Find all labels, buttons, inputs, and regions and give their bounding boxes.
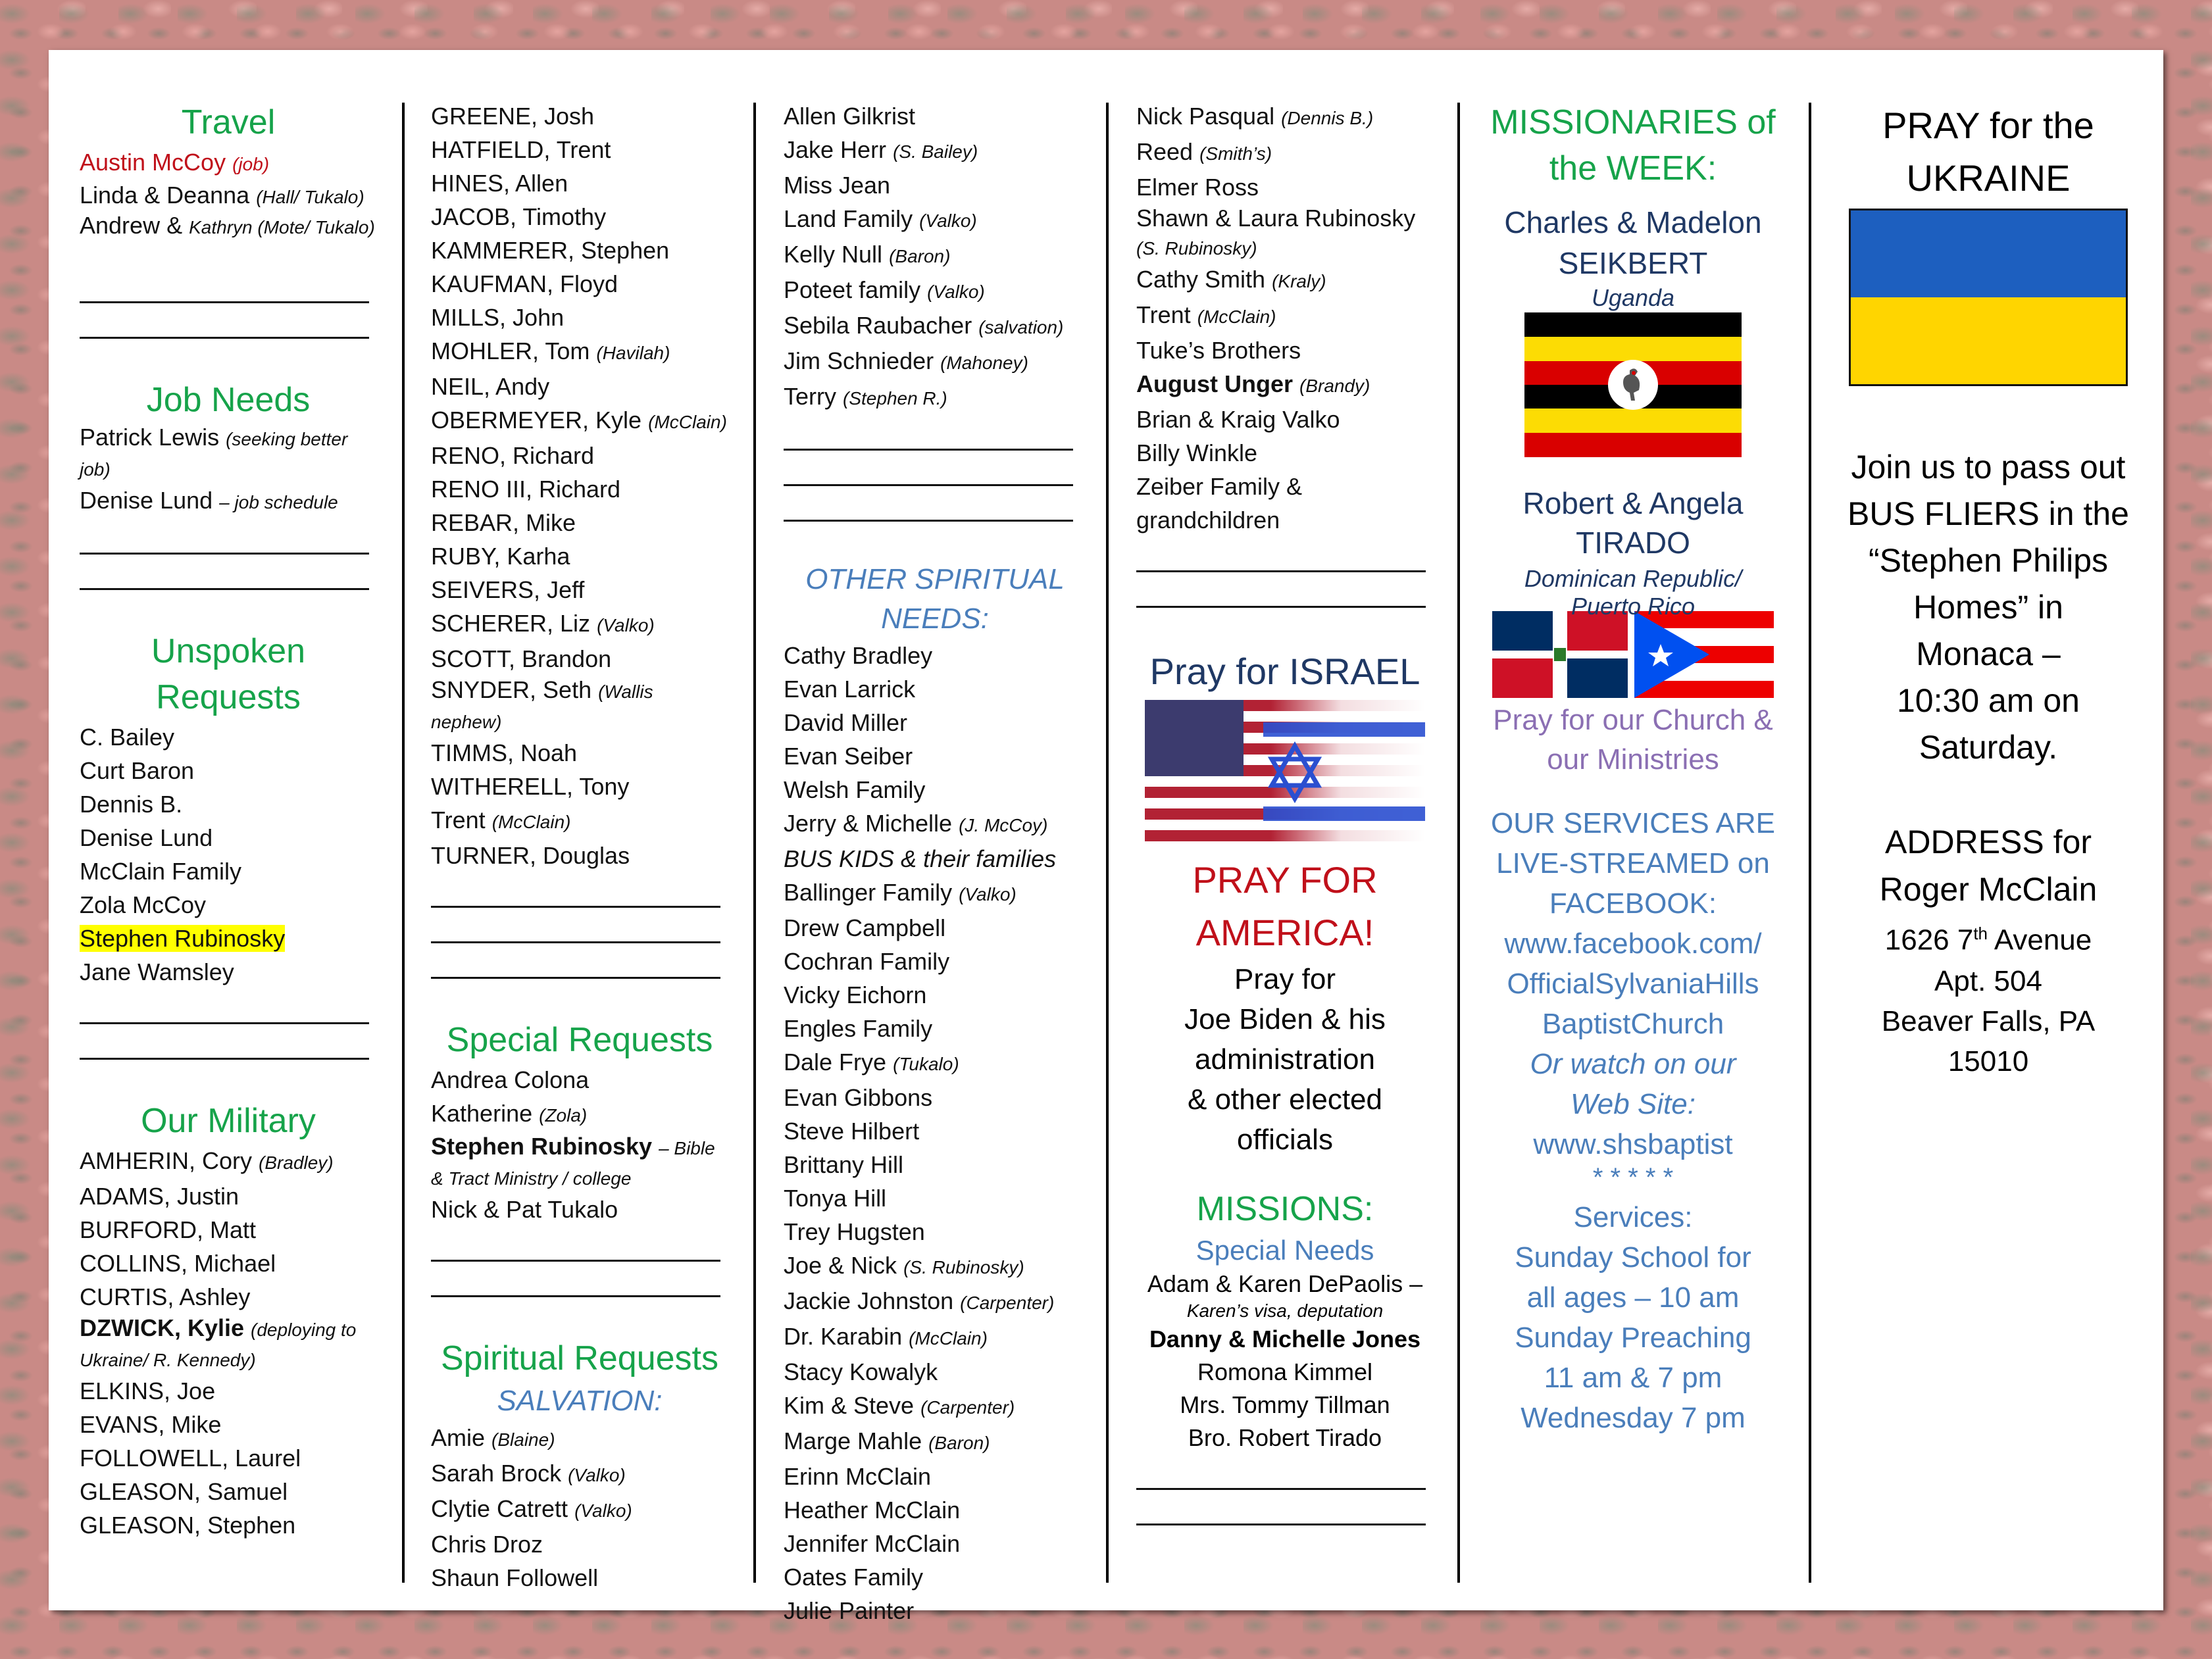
services-line: Sunday Preaching bbox=[1515, 1322, 1751, 1354]
facebook-link[interactable]: OfficialSylvaniaHills bbox=[1507, 968, 1759, 1000]
other-need-item: Ballinger Family (Valko) bbox=[784, 879, 1017, 906]
military-item: RENO III, Richard bbox=[431, 476, 621, 503]
unspoken-item: Denise Lund bbox=[80, 824, 213, 851]
missionary-place: Uganda bbox=[1591, 284, 1675, 311]
missionary-name: SEIKBERT bbox=[1558, 246, 1708, 280]
column-divider bbox=[753, 103, 756, 1583]
uganda-flag-icon bbox=[1524, 312, 1742, 457]
spiritual-requests-heading: Spiritual Requests bbox=[441, 1339, 718, 1377]
job-need-item: Denise Lund – job schedule bbox=[80, 487, 338, 514]
other-need-item: Tuke’s Brothers bbox=[1136, 337, 1301, 364]
military-item: COLLINS, Michael bbox=[80, 1250, 276, 1277]
services-line: Wednesday 7 pm bbox=[1521, 1402, 1746, 1434]
salvation-item: Sarah Brock (Valko) bbox=[431, 1460, 626, 1487]
missionary-place: Dominican Republic/ bbox=[1524, 565, 1742, 592]
salvation-item: Allen Gilkrist bbox=[784, 103, 916, 130]
other-need-item: Vicky Eichorn bbox=[784, 981, 927, 1008]
military-item: GLEASON, Samuel bbox=[80, 1478, 288, 1505]
military-item: CURTIS, Ashley bbox=[80, 1283, 251, 1310]
military-item: FOLLOWELL, Laurel bbox=[80, 1445, 301, 1472]
military-item: JACOB, Timothy bbox=[431, 203, 607, 230]
salvation-item: Terry (Stephen R.) bbox=[784, 383, 947, 410]
address-city: Beaver Falls, PA bbox=[1881, 1004, 2096, 1037]
military-item: GREENE, Josh bbox=[431, 103, 595, 130]
blank-line bbox=[784, 486, 1073, 522]
column-3 bbox=[784, 99, 1086, 1627]
special-request-item: Andrea Colona bbox=[431, 1066, 590, 1093]
other-need-item: Julie Painter bbox=[784, 1597, 915, 1624]
facebook-link[interactable]: BaptistChurch bbox=[1542, 1008, 1724, 1040]
other-need-item: Evan Gibbons bbox=[784, 1084, 933, 1111]
address-heading: ADDRESS for bbox=[1885, 824, 2092, 860]
other-need-item: Elmer Ross bbox=[1136, 174, 1259, 201]
travel-item: Linda & Deanna (Hall/ Tukalo) bbox=[80, 182, 364, 209]
missions-item: Bro. Robert Tirado bbox=[1188, 1424, 1382, 1451]
flyer-line: 10:30 am on bbox=[1897, 682, 2080, 719]
church-prayer-line: Pray for our Church & bbox=[1493, 704, 1773, 736]
address-zip: 15010 bbox=[1948, 1045, 2029, 1077]
salvation-item: Chris Droz bbox=[431, 1531, 543, 1558]
church-prayer-line: our Ministries bbox=[1547, 743, 1719, 776]
america-line: Pray for bbox=[1234, 963, 1336, 995]
unspoken-heading: Unspoken bbox=[151, 632, 306, 670]
israel-usa-flag-icon bbox=[1145, 700, 1425, 842]
other-need-item: Tonya Hill bbox=[784, 1185, 887, 1212]
missions-heading: MISSIONS: bbox=[1196, 1190, 1374, 1228]
other-need-item: Shawn & Laura Rubinosky (S. Rubinosky) bbox=[1136, 205, 1416, 259]
dominican-puerto-rico-flag-icon bbox=[1492, 611, 1774, 698]
blank-line bbox=[431, 872, 720, 908]
unspoken-item: Zola McCoy bbox=[80, 891, 207, 918]
military-item: MILLS, John bbox=[431, 304, 565, 331]
special-request-item: Katherine (Zola) bbox=[431, 1100, 588, 1127]
other-need-item: Kim & Steve (Carpenter) bbox=[784, 1392, 1015, 1419]
america-line: officials bbox=[1237, 1124, 1333, 1156]
military-item: RENO, Richard bbox=[431, 442, 595, 469]
missionaries-heading: the WEEK: bbox=[1549, 149, 1717, 187]
other-need-item: Stacy Kowalyk bbox=[784, 1358, 938, 1385]
other-need-item: August Unger (Brandy) bbox=[1136, 370, 1370, 397]
blank-line bbox=[431, 1262, 720, 1297]
military-item: TIMMS, Noah bbox=[431, 739, 578, 766]
blank-line bbox=[784, 415, 1073, 451]
missionary-name: Charles & Madelon bbox=[1504, 205, 1762, 239]
salvation-subheading: SALVATION: bbox=[497, 1385, 663, 1417]
military-item: BURFORD, Matt bbox=[80, 1216, 257, 1243]
ukraine-heading: PRAY for the bbox=[1882, 105, 2094, 146]
missions-note: Karen’s visa, deputation bbox=[1186, 1300, 1384, 1321]
other-need-item: Heather McClain bbox=[784, 1497, 961, 1523]
other-need-item: Cochran Family bbox=[784, 948, 950, 975]
other-need-item: Nick Pasqual (Dennis B.) bbox=[1136, 103, 1374, 130]
ukraine-heading: UKRAINE bbox=[1906, 157, 2071, 199]
column-divider bbox=[1106, 103, 1109, 1583]
other-need-item: Zeiber Family & bbox=[1136, 473, 1303, 500]
facebook-link[interactable]: www.facebook.com/ bbox=[1504, 928, 1762, 960]
other-need-item: Erinn McClain bbox=[784, 1463, 932, 1490]
blank-line bbox=[80, 1024, 369, 1060]
services-line: all ages – 10 am bbox=[1526, 1281, 1740, 1314]
services-line: FACEBOOK: bbox=[1549, 887, 1717, 920]
military-item: HATFIELD, Trent bbox=[431, 136, 611, 163]
column-divider bbox=[1809, 103, 1811, 1583]
other-need-item: David Miller bbox=[784, 709, 908, 736]
military-item: SCHERER, Liz (Valko) bbox=[431, 610, 655, 637]
america-line: Joe Biden & his bbox=[1184, 1003, 1386, 1035]
salvation-item: Clytie Catrett (Valko) bbox=[431, 1495, 632, 1522]
military-item: GLEASON, Stephen bbox=[80, 1512, 296, 1539]
military-item: Trent (McClain) bbox=[431, 806, 571, 833]
flyer-line: Homes” in bbox=[1913, 589, 2063, 626]
travel-heading: Travel bbox=[181, 103, 276, 141]
salvation-item: Kelly Null (Baron) bbox=[784, 241, 951, 268]
blank-line bbox=[80, 989, 369, 1024]
blank-line bbox=[431, 943, 720, 979]
services-line: Web Site: bbox=[1571, 1088, 1696, 1120]
salvation-item: Sebila Raubacher (salvation) bbox=[784, 312, 1064, 339]
other-need-item: Jennifer McClain bbox=[784, 1530, 961, 1557]
salvation-item: Land Family (Valko) bbox=[784, 205, 977, 232]
other-need-item: Jerry & Michelle (J. McCoy) bbox=[784, 810, 1048, 837]
other-need-item: Cathy Bradley bbox=[784, 642, 933, 669]
flyer-line: Saturday. bbox=[1919, 729, 2058, 766]
other-need-item: Drew Campbell bbox=[784, 914, 946, 941]
services-line: OUR SERVICES ARE bbox=[1491, 807, 1775, 839]
blank-line bbox=[431, 908, 720, 943]
military-item: WITHERELL, Tony bbox=[431, 773, 630, 800]
military-item: ADAMS, Justin bbox=[80, 1183, 239, 1210]
salvation-item: Poteet family (Valko) bbox=[784, 276, 985, 303]
flyer-line: Monaca – bbox=[1916, 635, 2061, 672]
unspoken-heading: Requests bbox=[156, 678, 301, 716]
other-need-item: Cathy Smith (Kraly) bbox=[1136, 266, 1326, 293]
unspoken-item: C. Bailey bbox=[80, 724, 175, 751]
other-need-item: Dr. Karabin (McClain) bbox=[784, 1323, 988, 1350]
blank-line bbox=[80, 519, 369, 555]
military-item: MOHLER, Tom (Havilah) bbox=[431, 337, 670, 364]
unspoken-item: Jane Wamsley bbox=[80, 958, 234, 985]
other-need-item: Brittany Hill bbox=[784, 1151, 904, 1178]
missions-item: Danny & Michelle Jones bbox=[1149, 1325, 1421, 1352]
address-apt: Apt. 504 bbox=[1934, 964, 2042, 997]
blank-line bbox=[1136, 572, 1426, 608]
blank-line bbox=[1136, 1454, 1426, 1490]
unspoken-item: Dennis B. bbox=[80, 791, 183, 818]
blank-line bbox=[80, 268, 369, 303]
unspoken-item: Curt Baron bbox=[80, 757, 195, 784]
bulletin-sheet bbox=[49, 50, 2163, 1624]
other-need-item: Brian & Kraig Valko bbox=[1136, 406, 1340, 433]
special-request-item: Nick & Pat Tukalo bbox=[431, 1196, 618, 1223]
other-need-item: Marge Mahle (Baron) bbox=[784, 1427, 990, 1454]
address-street: 1626 7th Avenue bbox=[1884, 924, 2092, 956]
other-spiritual-heading: OTHER SPIRITUAL bbox=[805, 563, 1065, 595]
missions-item: Mrs. Tommy Tillman bbox=[1180, 1391, 1390, 1418]
column-divider bbox=[1457, 103, 1460, 1583]
other-need-item: Dale Frye (Tukalo) bbox=[784, 1049, 959, 1076]
stars-divider: * * * * * bbox=[1592, 1163, 1674, 1192]
address-heading: Roger McClain bbox=[1879, 871, 2098, 908]
salvation-item: Jake Herr (S. Bailey) bbox=[784, 136, 978, 163]
column-divider bbox=[402, 103, 405, 1583]
blank-line bbox=[80, 555, 369, 590]
blank-line bbox=[1136, 1490, 1426, 1525]
military-item: SNYDER, Seth (Wallis nephew) bbox=[431, 676, 653, 732]
special-needs-subheading: Special Needs bbox=[1195, 1235, 1374, 1266]
other-need-item: Engles Family bbox=[784, 1015, 933, 1042]
flyer-line: Join us to pass out bbox=[1851, 449, 2126, 485]
salvation-item: Shaun Followell bbox=[431, 1564, 599, 1591]
military-item: REBAR, Mike bbox=[431, 509, 576, 536]
other-need-item: Billy Winkle bbox=[1136, 439, 1258, 466]
military-item: EVANS, Mike bbox=[80, 1411, 222, 1438]
blank-line bbox=[80, 303, 369, 339]
special-requests-heading: Special Requests bbox=[446, 1021, 713, 1059]
america-line: & other elected bbox=[1188, 1083, 1382, 1116]
missionary-name: Robert & Angela bbox=[1522, 486, 1744, 520]
america-heading: PRAY FOR bbox=[1192, 859, 1378, 901]
blank-line bbox=[784, 451, 1073, 486]
column-6 bbox=[1837, 99, 2140, 1081]
america-line: administration bbox=[1195, 1043, 1375, 1076]
salvation-item: Amie (Blaine) bbox=[431, 1424, 555, 1451]
other-need-item: Oates Family bbox=[784, 1564, 924, 1591]
blank-line bbox=[1136, 537, 1426, 572]
other-need-item: Trent (McClain) bbox=[1136, 301, 1276, 328]
missionary-place: Puerto Rico bbox=[1571, 593, 1696, 620]
missions-item: Adam & Karen DePaolis – bbox=[1147, 1270, 1423, 1297]
column-4 bbox=[1136, 99, 1434, 1525]
flyer-line: “Stephen Philips bbox=[1868, 542, 2109, 579]
military-heading: Our Military bbox=[141, 1102, 316, 1140]
military-item: DZWICK, Kylie (deploying to Ukraine/ R. Kennedy) bbox=[80, 1314, 357, 1370]
ukraine-flag-icon bbox=[1849, 209, 2128, 386]
flyer-line: BUS FLIERS in the bbox=[1848, 495, 2129, 532]
travel-item: Andrew & Kathryn (Mote/ Tukalo) bbox=[80, 212, 375, 239]
other-need-item: grandchildren bbox=[1136, 507, 1280, 533]
blank-line bbox=[431, 1226, 720, 1262]
other-need-item: Jackie Johnston (Carpenter) bbox=[784, 1287, 1055, 1314]
job-needs-heading: Job Needs bbox=[146, 381, 311, 419]
military-item: TURNER, Douglas bbox=[431, 842, 630, 869]
military-item: AMHERIN, Cory (Bradley) bbox=[80, 1147, 334, 1174]
other-need-item: BUS KIDS & their families bbox=[784, 845, 1057, 872]
other-need-item: Reed (Smith’s) bbox=[1136, 138, 1272, 165]
column-2 bbox=[431, 99, 728, 1595]
military-item: KAMMERER, Stephen bbox=[431, 237, 670, 264]
military-item: KAUFMAN, Floyd bbox=[431, 270, 618, 297]
military-item: ELKINS, Joe bbox=[80, 1377, 216, 1404]
missionary-name: TIRADO bbox=[1576, 526, 1690, 560]
unspoken-item bbox=[80, 922, 377, 955]
services-line: Or watch on our bbox=[1530, 1048, 1736, 1080]
military-item: SCOTT, Brandon bbox=[431, 645, 612, 672]
salvation-item: Miss Jean bbox=[784, 172, 891, 199]
military-item: OBERMEYER, Kyle (McClain) bbox=[431, 407, 727, 433]
unspoken-item: McClain Family bbox=[80, 858, 242, 885]
travel-item: Austin McCoy (job) bbox=[80, 149, 270, 176]
other-need-item: Trey Hugsten bbox=[784, 1218, 925, 1245]
military-item: NEIL, Andy bbox=[431, 373, 550, 400]
israel-heading: Pray for ISRAEL bbox=[1149, 651, 1420, 692]
salvation-item: Jim Schnieder (Mahoney) bbox=[784, 347, 1028, 374]
missions-item: Romona Kimmel bbox=[1197, 1358, 1373, 1385]
military-item: RUBY, Karha bbox=[431, 543, 570, 570]
missionaries-heading: MISSIONARIES of bbox=[1490, 103, 1776, 141]
job-need-item: Patrick Lewis (seeking better job) bbox=[80, 424, 348, 480]
special-request-item: Stephen Rubinosky – Bible & Tract Ministry / college bbox=[431, 1133, 715, 1189]
other-need-item: Evan Larrick bbox=[784, 676, 916, 703]
website-link[interactable]: www.shsbaptist bbox=[1533, 1128, 1733, 1160]
other-need-item: Joe & Nick (S. Rubinosky) bbox=[784, 1252, 1024, 1279]
column-5 bbox=[1482, 99, 1784, 1438]
services-line: Services: bbox=[1573, 1201, 1693, 1233]
military-item: HINES, Allen bbox=[431, 170, 568, 197]
other-need-item: Welsh Family bbox=[784, 776, 926, 803]
services-line: 11 am & 7 pm bbox=[1544, 1362, 1722, 1394]
military-item: SEIVERS, Jeff bbox=[431, 576, 585, 603]
highlighted-name: Stephen Rubinosky bbox=[80, 925, 286, 952]
services-line: Sunday School for bbox=[1515, 1241, 1751, 1274]
services-line: LIVE-STREAMED on bbox=[1496, 847, 1770, 879]
column-1 bbox=[80, 99, 377, 1542]
other-spiritual-heading: NEEDS: bbox=[881, 603, 989, 635]
other-need-item: Evan Seiber bbox=[784, 743, 913, 770]
other-need-item: Steve Hilbert bbox=[784, 1118, 920, 1145]
america-heading: AMERICA! bbox=[1195, 912, 1374, 953]
